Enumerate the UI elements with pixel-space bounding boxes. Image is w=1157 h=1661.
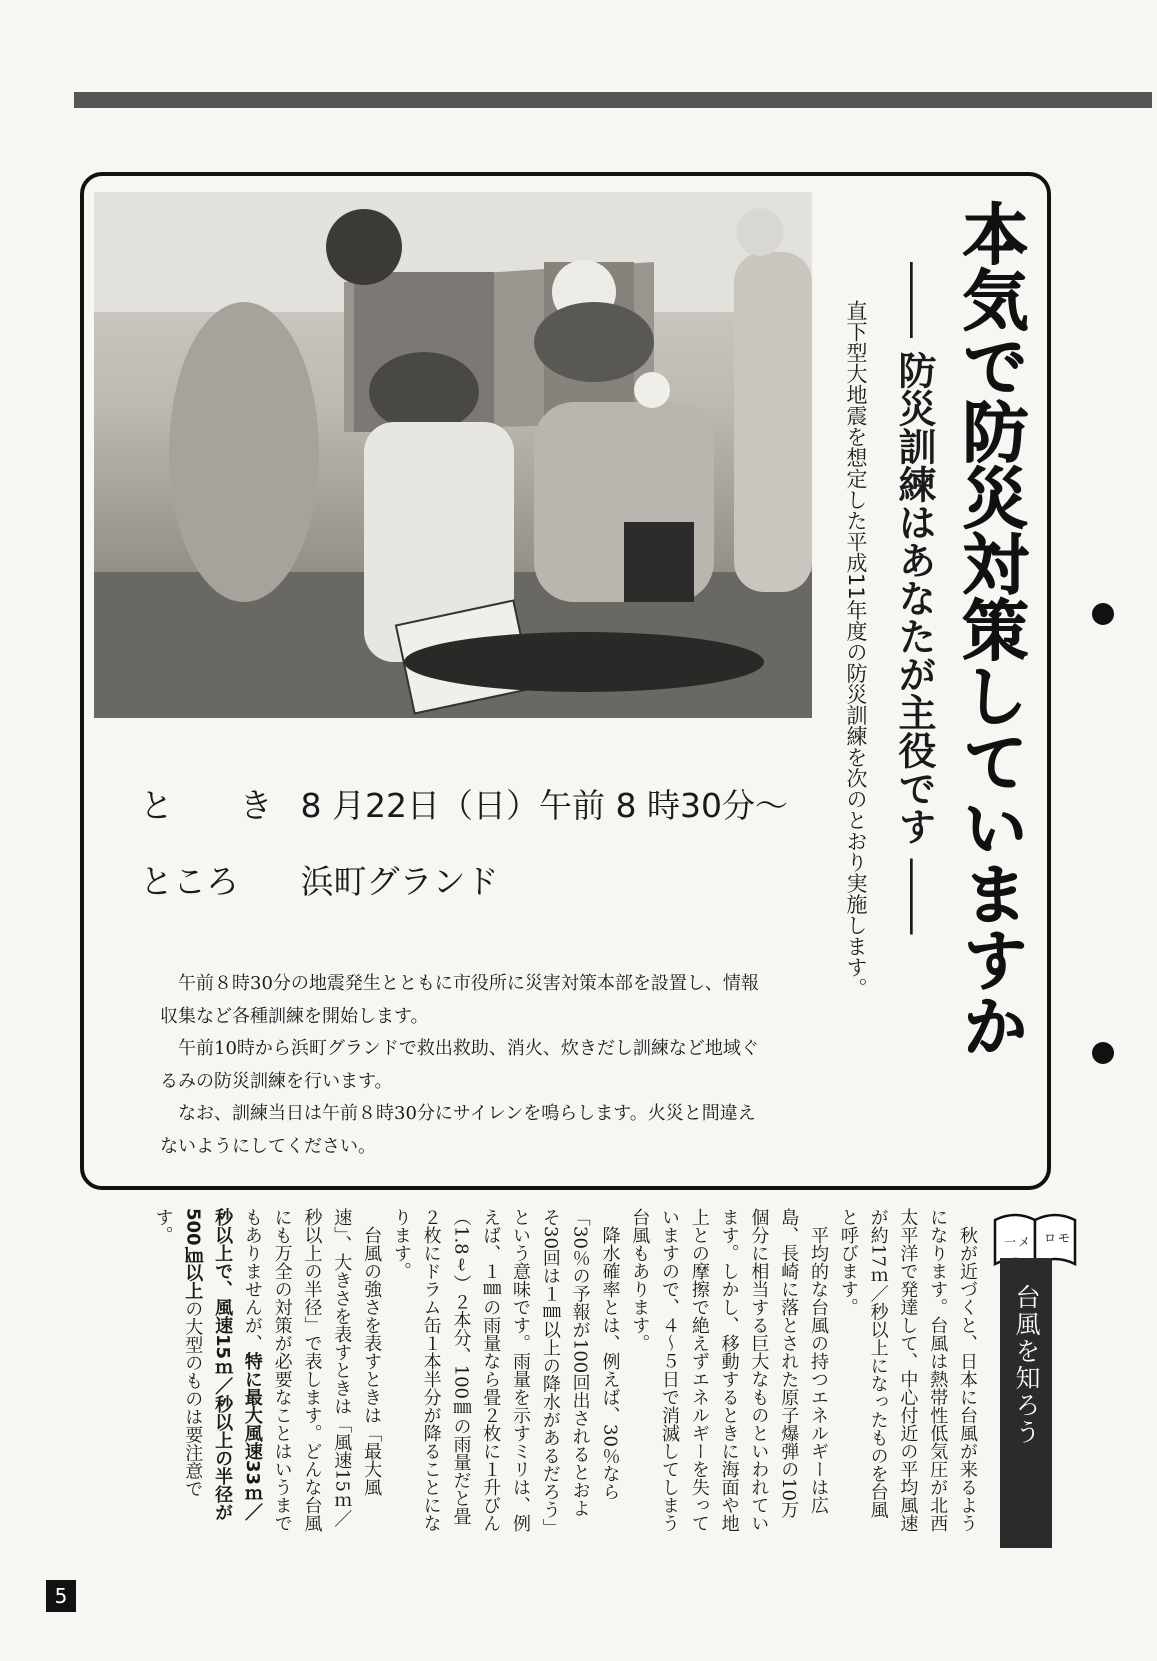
memo-column <box>82 1208 982 1533</box>
event-when <box>140 780 788 827</box>
subheadline-dash-left: ―― <box>892 262 936 338</box>
binder-hole-bullet <box>1092 603 1114 625</box>
binder-hole-bullet <box>1092 1042 1114 1064</box>
memo-title: 台風を知ろう <box>1000 1258 1052 1548</box>
memo-paragraph: 降水確率とは、例えば、30％なら「30％の予報が100回出されるとおよそ30回は１㎜以上の降水があるだろう」という意味です。雨量を示すミリは、例えば、１㎜の雨量なら畳２枚に１升びん（1.8ℓ）２本分、100㎜の雨量だと畳２枚にドラム缶１本半分が降ることになります。 <box>390 1208 621 1532</box>
training-photo <box>94 192 812 718</box>
memo-paragraph-last <box>148 1208 386 1533</box>
when-value: 8 月22日（日）午前 8 時30分～ <box>300 786 788 825</box>
page-number: 5 <box>46 1580 76 1612</box>
subheadline-text: 防災訓練はあなたが主役です <box>892 351 936 846</box>
when-label: と き <box>140 786 301 825</box>
top-rule-bar <box>74 92 1152 108</box>
where-label: ところ <box>140 862 239 901</box>
memo-paragraph: 秋が近づくと、日本に台風が来るようになります。台風は熱帯性低気圧が北西太平洋で発達して、中心付近の平均風速が約17ｍ／秒以上になったものを台風と呼びます。 <box>837 1208 978 1532</box>
body-paragraph: 午前10時から浜町グランドで救出救助、消火、炊きだし訓練など地域ぐるみの防災訓練を行います。 <box>160 1038 759 1092</box>
svg-text:ロ: ロ <box>1044 1231 1057 1245</box>
subheadline <box>884 262 944 962</box>
event-description <box>160 968 760 1163</box>
memo-bold-warning: 特に最大風速33ｍ／秒以上で、風速15ｍ／秒以上の半径が500㎞以上 <box>182 1208 263 1522</box>
memo-paragraph: 平均的な台風の持つエネルギーは広島、長崎に落とされた原子爆弾の10万個分に相当する巨大なものといわれています。しかし、移動するときに海面や地上との摩擦で絶えずエネルギーを失っていますので、４～５日で消滅してしまう台風もあります。 <box>629 1208 830 1532</box>
svg-text:モ: モ <box>1058 1231 1071 1245</box>
svg-text:メ: メ <box>1018 1235 1031 1249</box>
body-paragraph: 午前８時30分の地震発生とともに市役所に災害対策本部を設置し、情報収集など各種訓練を開始します。 <box>160 973 759 1027</box>
subheadline-dash-right: ―― <box>892 858 936 935</box>
body-paragraph: なお、訓練当日は午前８時30分にサイレンを鳴らします。火災と間違えないようにしてください。 <box>160 1103 756 1157</box>
event-where <box>140 856 499 903</box>
memo-paragraph-4: 台風の強さを表すときは「最大風速」、大きさを表すときは「風速15ｍ／秒以上の半径」で表します。どんな台風にも万全の対策が必要なことはいうまでもありませんが、 <box>241 1208 383 1532</box>
intro-text: 直下型大地震を想定した平成11年度の防災訓練を次のとおり実施します。 <box>844 300 868 999</box>
headline: 本気で防災対策していますか <box>951 200 1028 1058</box>
where-value: 浜町グランド <box>300 862 499 901</box>
svg-text:一: 一 <box>1004 1235 1017 1249</box>
memo-tail: の大型のものは要注意です。 <box>152 1208 204 1498</box>
